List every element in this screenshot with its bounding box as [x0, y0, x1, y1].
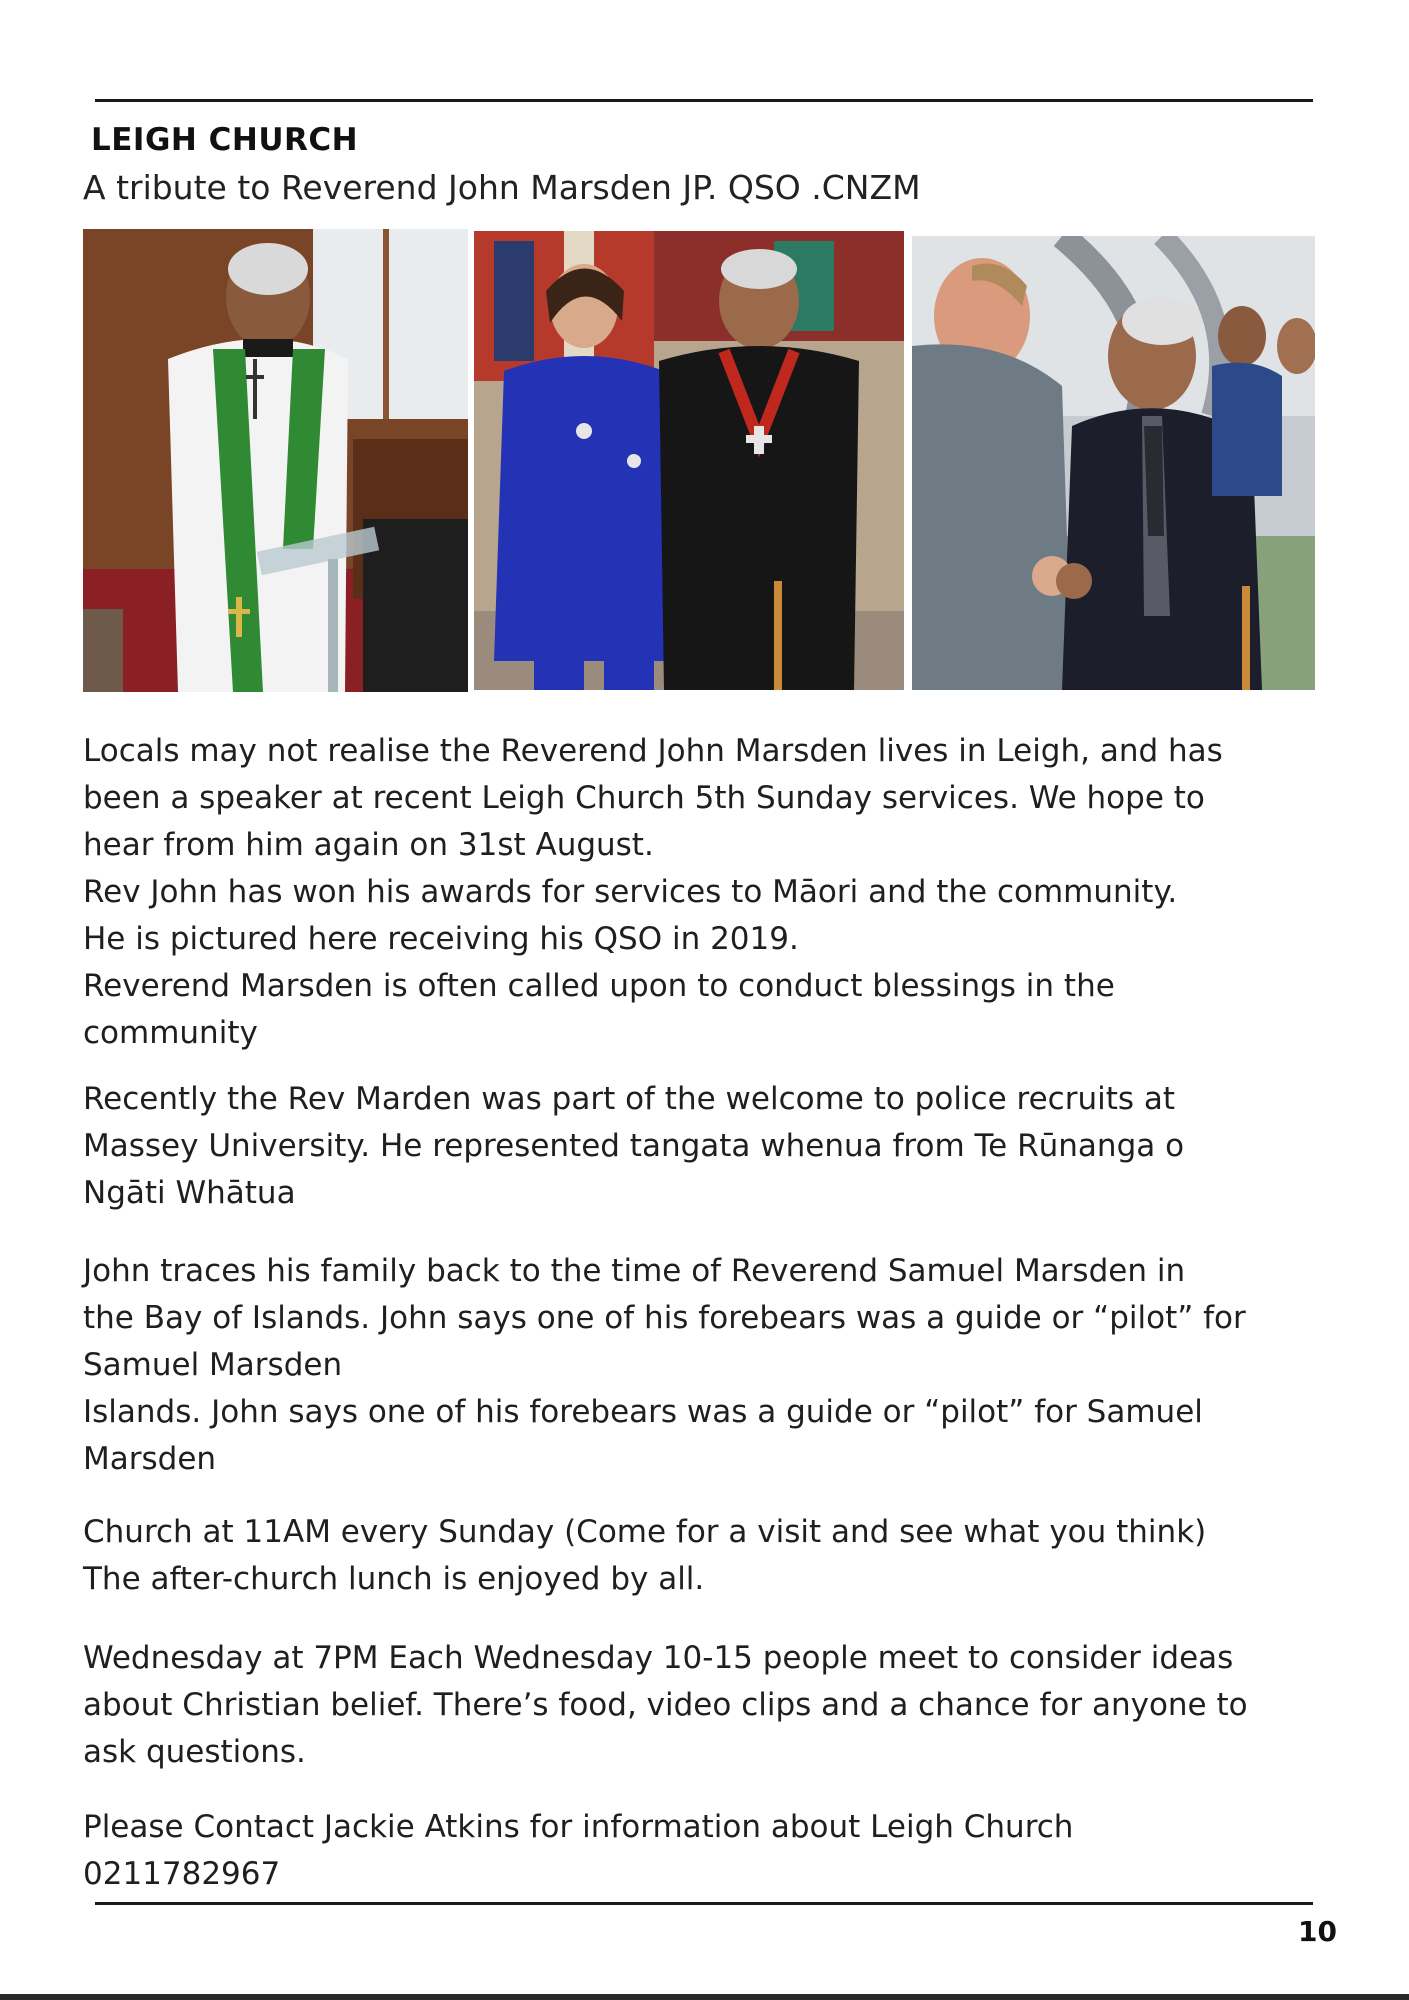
top-divider — [95, 99, 1313, 102]
text-line: ask questions. — [83, 1734, 306, 1770]
text-line: Recently the Rev Marden was part of the welcome to police recruits at — [83, 1081, 1176, 1117]
section-heading: LEIGH CHURCH — [91, 122, 359, 158]
paragraph-sunday-service — [83, 1509, 1328, 1603]
text-line: The after-church lunch is enjoyed by all. — [83, 1561, 705, 1597]
paragraph-wednesday-group — [83, 1635, 1328, 1776]
photo-handshake-welcome — [912, 236, 1315, 690]
text-line: Islands. John says one of his forebears was a guide or “pilot” for Samuel — [83, 1394, 1203, 1430]
contact-text: Please Contact Jackie Atkins for information about Leigh Church — [83, 1809, 1074, 1845]
paragraph-family-history — [83, 1248, 1328, 1483]
text-line: Massey University. He represented tangata whenua from Te Rūnanga o — [83, 1128, 1185, 1164]
page-edge-band — [0, 1994, 1409, 2000]
text-line: the Bay of Islands. John says one of his forebears was a guide or “pilot” for — [83, 1300, 1246, 1336]
text-line: been a speaker at recent Leigh Church 5th Sunday services. We hope to — [83, 780, 1205, 816]
text-line: community — [83, 1015, 258, 1051]
paragraph-intro — [83, 728, 1328, 1057]
text-line: Reverend Marsden is often called upon to conduct blessings in the — [83, 968, 1115, 1004]
paragraph-police-welcome — [83, 1076, 1328, 1217]
text-line: Ngāti Whātua — [83, 1175, 296, 1211]
text-line: hear from him again on 31st August. — [83, 827, 654, 863]
section-subtitle: A tribute to Reverend John Marsden JP. QSO .CNZM — [83, 168, 921, 207]
paragraph-contact — [83, 1804, 1328, 1898]
photo-preaching-at-lectern — [83, 229, 468, 692]
text-line: Church at 11AM every Sunday (Come for a visit and see what you think) — [83, 1514, 1207, 1550]
contact-phone: 0211782967 — [83, 1856, 281, 1892]
text-line: John traces his family back to the time of Reverend Samuel Marsden in — [83, 1253, 1186, 1289]
text-line: Locals may not realise the Reverend John Marsden lives in Leigh, and has — [83, 733, 1223, 769]
text-line: Rev John has won his awards for services to Māori and the community. — [83, 874, 1178, 910]
page-number: 10 — [1298, 1915, 1337, 1948]
text-line: Wednesday at 7PM Each Wednesday 10-15 people meet to consider ideas — [83, 1640, 1234, 1676]
text-line: Marsden — [83, 1441, 217, 1477]
text-line: about Christian belief. There’s food, video clips and a chance for anyone to — [83, 1687, 1248, 1723]
bottom-divider — [95, 1902, 1313, 1905]
text-line: He is pictured here receiving his QSO in 2019. — [83, 921, 799, 957]
photo-receiving-qso-award — [474, 231, 904, 690]
text-line: Samuel Marsden — [83, 1347, 343, 1383]
